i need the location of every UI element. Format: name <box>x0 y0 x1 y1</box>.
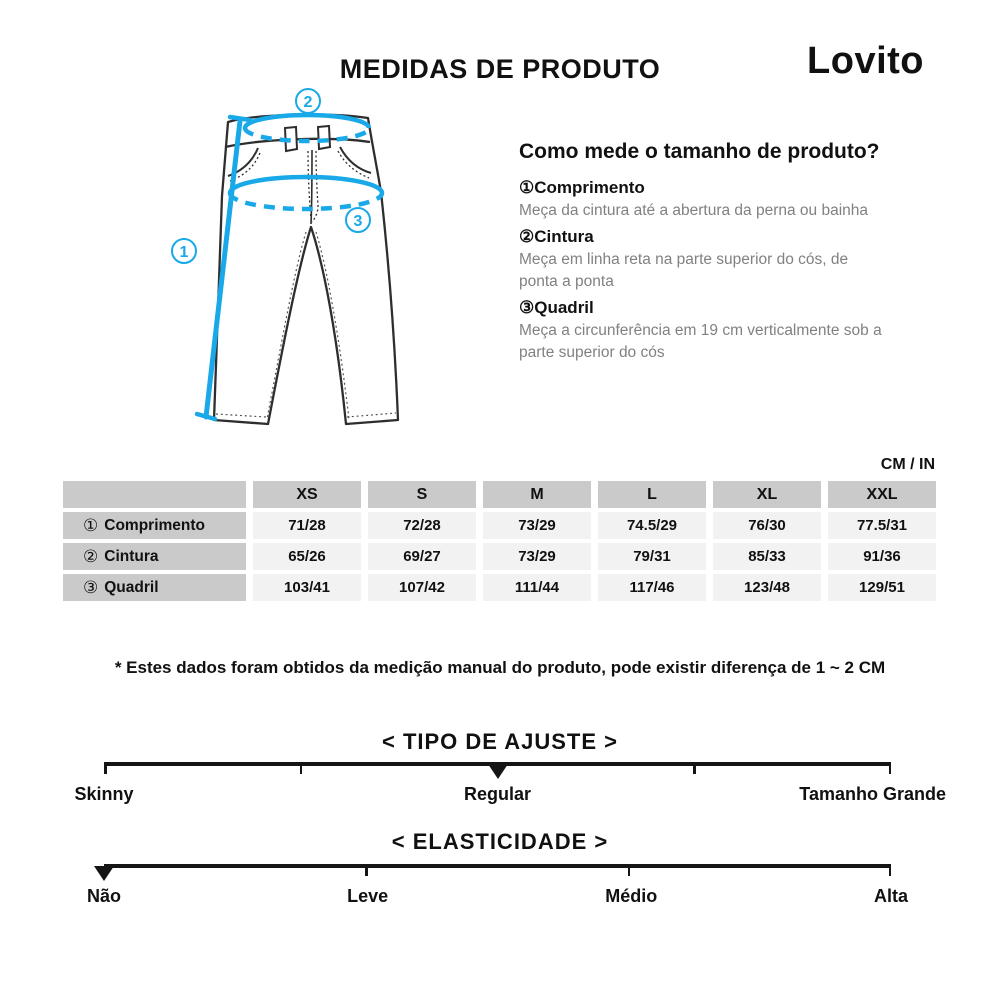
elasticity-scale-tick <box>628 864 631 876</box>
marker-number-2: 2 <box>303 94 313 111</box>
measure-item-number: ① <box>519 178 535 197</box>
column-header-s: S <box>368 481 476 508</box>
measure-item-label-cintura <box>519 227 891 247</box>
elasticity-scale-track <box>86 864 909 906</box>
elasticity-scale-tick <box>365 864 368 876</box>
size-cell: 103/41 <box>253 574 361 601</box>
elasticity-scale-marker <box>94 866 114 881</box>
page-title: MEDIDAS DE PRODUTO <box>339 54 661 84</box>
elasticity-scale-tick <box>889 864 892 876</box>
size-cell: 65/26 <box>253 543 361 570</box>
size-cell: 74.5/29 <box>598 512 706 539</box>
brand-logo: Lovito <box>807 40 924 82</box>
measurement-disclaimer: * Estes dados foram obtidos da medição manual do produto, pode existir diferença de 1 ~ 2 CM <box>114 658 886 677</box>
size-cell: 72/28 <box>368 512 476 539</box>
size-cell: 85/33 <box>713 543 821 570</box>
size-cell: 123/48 <box>713 574 821 601</box>
measure-item-desc-comprimento: Meça da cintura até a abertura da perna ou bainha <box>519 202 868 219</box>
elasticity-label-leve: Leve <box>347 886 389 906</box>
row-label-quadril <box>63 574 246 601</box>
fit-scale-tick <box>693 762 696 774</box>
row-name: Comprimento <box>104 516 205 534</box>
row-number: ① <box>83 515 99 535</box>
column-header-xs: XS <box>253 481 361 508</box>
fit-scale-tick <box>104 762 107 774</box>
size-cell: 71/28 <box>253 512 361 539</box>
marker-number-1: 1 <box>179 244 189 261</box>
measure-item-name: Quadril <box>534 298 594 317</box>
pants-outline <box>214 115 398 424</box>
row-number: ③ <box>83 577 99 597</box>
column-header-l: L <box>598 481 706 508</box>
measure-item-number: ③ <box>519 298 535 317</box>
size-cell: 73/29 <box>483 512 591 539</box>
elasticity-label-medio: Médio <box>605 886 658 906</box>
size-cell: 77.5/31 <box>828 512 936 539</box>
fit-scale-title: < TIPO DE AJUSTE > <box>381 729 619 754</box>
measure-item-desc-quadril: Meça a circunferência em 19 cm verticalmente sob a parte superior do cós <box>519 322 882 361</box>
pants-diagram-svg <box>150 85 480 445</box>
fit-label-tamanho-grande: Tamanho Grande <box>799 784 946 804</box>
pants-diagram <box>150 85 480 445</box>
row-label-cintura <box>63 543 246 570</box>
size-cell: 117/46 <box>598 574 706 601</box>
fit-scale-track <box>74 762 946 804</box>
fit-scale-tick <box>889 762 892 774</box>
column-header-empty <box>63 481 246 508</box>
elasticity-scale-title: < ELASTICIDADE > <box>391 829 609 854</box>
how-to-measure-section <box>519 140 891 364</box>
size-cell: 69/27 <box>368 543 476 570</box>
measure-item-name: Comprimento <box>534 178 645 197</box>
row-name: Quadril <box>104 578 159 596</box>
measure-item-name: Cintura <box>534 227 594 246</box>
size-cell: 107/42 <box>368 574 476 601</box>
fit-label-skinny: Skinny <box>74 784 134 804</box>
size-table <box>63 481 936 601</box>
column-header-xl: XL <box>713 481 821 508</box>
measure-item-number: ② <box>519 227 535 246</box>
fit-scale-marker <box>488 764 508 779</box>
size-cell: 79/31 <box>598 543 706 570</box>
unit-label: CM / IN <box>880 456 935 473</box>
elasticity-label-alta: Alta <box>873 886 909 906</box>
row-name: Cintura <box>104 547 159 565</box>
fit-label-regular: Regular <box>463 784 532 804</box>
column-header-m: M <box>483 481 591 508</box>
size-cell: 76/30 <box>713 512 821 539</box>
elasticity-label-nao: Não <box>86 886 122 906</box>
size-cell: 129/51 <box>828 574 936 601</box>
row-number: ② <box>83 546 99 566</box>
measure-item-desc-cintura: Meça em linha reta na parte superior do cós, de ponta a ponta <box>519 251 849 290</box>
how-to-heading: Como mede o tamanho de produto? <box>519 140 880 163</box>
measure-item-label-quadril <box>519 298 891 318</box>
marker-number-3: 3 <box>353 213 363 230</box>
size-cell: 91/36 <box>828 543 936 570</box>
size-cell: 73/29 <box>483 543 591 570</box>
measure-item-label-comprimento <box>519 178 891 198</box>
fit-scale-tick <box>300 762 303 774</box>
row-label-comprimento <box>63 512 246 539</box>
size-cell: 111/44 <box>483 574 591 601</box>
column-header-xxl: XXL <box>828 481 936 508</box>
